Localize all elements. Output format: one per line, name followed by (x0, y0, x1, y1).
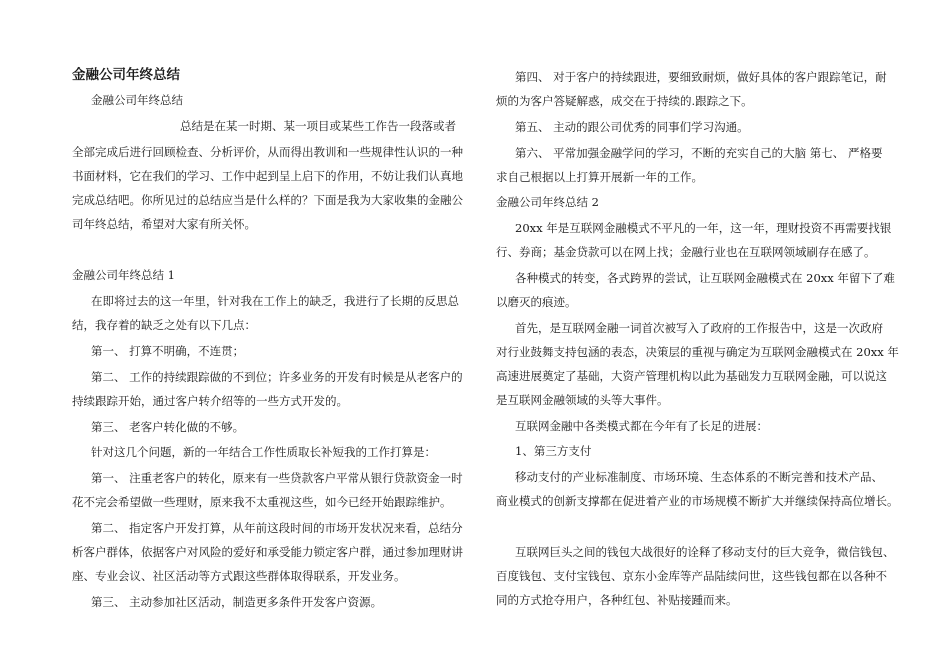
paragraph-line: 移动支付的产业标准制度、市场环境、生态体系的不断完善和技术产品、 (515, 470, 883, 484)
paragraph-line: 高速进展奠定了基础，大资产管理机构以此为基础发力互联网金融，可以说这 (496, 369, 887, 383)
subtitle: 金融公司年终总结 (91, 93, 183, 107)
paragraph-line: 互联网巨头之间的钱包大战很好的诠释了移动支付的巨大竞争，微信钱包、 (515, 545, 895, 559)
section-heading: 金融公司年终总结 1 (72, 268, 175, 282)
paragraph-line: 针对这几个问题，新的一年结合工作性质取长补短我的工作打算是： (91, 445, 436, 459)
paragraph-line: 烦的为客户答疑解惑，成交在于持续的.跟踪之下。 (496, 94, 753, 108)
paragraph-line: 百度钱包、支付宝钱包、京东小金库等产品陆续问世，这些钱包都在以各种不 (496, 569, 887, 583)
document-title: 金融公司年终总结 (72, 67, 180, 83)
paragraph-line: 析客户群体，依据客户对风险的爱好和承受能力锁定客户群，通过参加理财讲 (72, 545, 463, 559)
list-item: 第五、 主动的跟公司优秀的同事们学习沟通。 (515, 120, 749, 134)
paragraph-line: 全部完成后进行回顾检查、分析评价，从而得出教训和一些规律性认识的一种 (72, 145, 463, 159)
paragraph-line: 结，我存着的缺乏之处有以下几点： (72, 318, 256, 332)
paragraph-line: 总结是在某一时期、某一项目或某些工作告一段落或者 (180, 119, 456, 133)
paragraph-line: 在即将过去的这一年里，针对我在工作上的缺乏，我进行了长期的反思总 (91, 294, 459, 308)
paragraph-line: 司年终总结，希望对大家有所关怀。 (72, 217, 256, 231)
paragraph-line: 以磨灭的痕迹。 (496, 295, 577, 309)
paragraph-line: 互联网金融中各类模式都在今年有了长足的进展： (515, 419, 768, 433)
paragraph-line: 完成总结吧。你所见过的总结应当是什么样的？下面是我为大家收集的金融公 (72, 193, 463, 207)
list-item: 第四、 对于客户的持续跟进，要细致耐烦，做好具体的客户跟踪笔记，耐 (515, 70, 887, 84)
paragraph-line: 首先，是互联网金融一词首次被写入了政府的工作报告中，这是一次政府 (515, 321, 883, 335)
list-item: 第三、 主动参加社区活动，制造更多条件开发客户资源。 (91, 595, 383, 609)
paragraph-line: 20xx 年是互联网金融模式不平凡的一年，这一年，理财投资不再需要找银 (515, 221, 892, 235)
list-item: 第三、 老客户转化做的不够。 (91, 420, 245, 434)
list-item: 第二、 工作的持续跟踪做的不到位；许多业务的开发有时候是从老客户的 (91, 370, 463, 384)
paragraph-line: 各种模式的转变，各式跨界的尝试，让互联网金融模式在 20xx 年留下了难 (515, 271, 895, 285)
paragraph-line: 书面材料，它在我们的学习、工作中起到呈上启下的作用，不妨让我们认真地 (72, 169, 463, 183)
paragraph-line: 是互联网金融领域的头等大事件。 (496, 393, 669, 407)
list-item: 第一、 打算不明确，不连贯； (91, 344, 245, 358)
paragraph-line: 持续跟踪开始，通过客户转介绍等的一些方式开发的。 (72, 394, 348, 408)
paragraph-line: 花不完会希望做一些理财，原来我不太重视这些，如今已经开始跟踪维护。 (72, 495, 452, 509)
paragraph-line: 求自己根据以上打算开展新一年的工作。 (496, 170, 703, 184)
numbered-heading: 1、第三方支付 (515, 444, 592, 458)
paragraph-line: 行、券商；基金贷款可以在网上找；金融行业也在互联网领域刷存在感了。 (496, 245, 876, 259)
paragraph-line: 对行业鼓舞支持包涵的表态，决策层的重视与确定为互联网金融模式在 20xx 年 (496, 345, 899, 359)
paragraph-line: 同的方式抢夺用户，各种红包、补贴接踵而来。 (496, 593, 738, 607)
list-item: 第六、 平常加强金融学问的学习，不断的充实自己的大脑 第七、 严格要 (515, 146, 883, 160)
section-heading: 金融公司年终总结 2 (496, 195, 599, 209)
paragraph-line: 座、专业会议、社区活动等方式跟这些群体取得联系，开发业务。 (72, 569, 406, 583)
list-item: 第二、 指定客户开发打算，从年前这段时间的市场开发状况来看，总结分 (91, 521, 463, 535)
list-item: 第一、 注重老客户的转化，原来有一些贷款客户平常从银行贷款资金一时 (91, 471, 463, 485)
paragraph-line: 商业模式的创新支撑都在促进着产业的市场规模不断扩大并继续保持高位增长。 (496, 494, 899, 508)
